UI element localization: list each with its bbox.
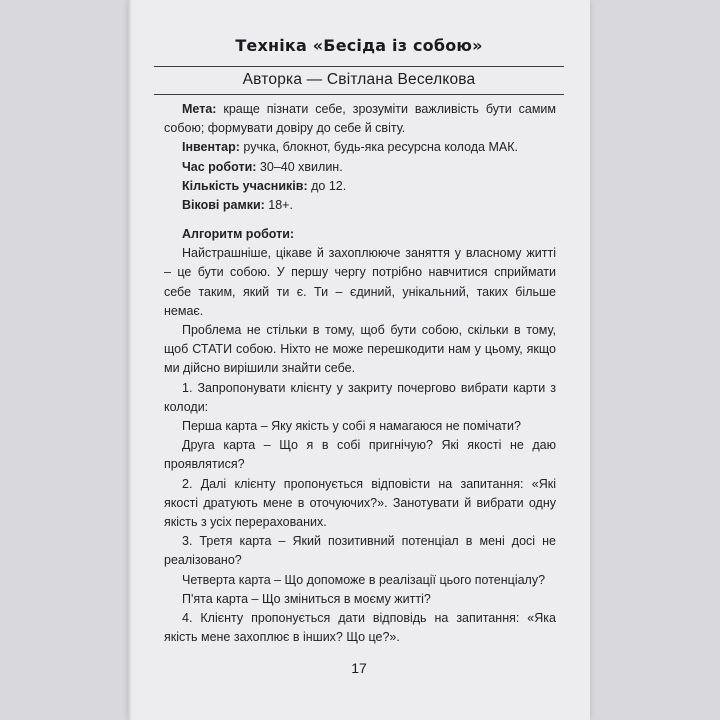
info-label: Мета: <box>182 102 217 116</box>
info-value: 18+. <box>264 198 293 213</box>
info-duration <box>164 158 556 177</box>
info-block <box>164 100 556 215</box>
page-binding-edge <box>128 0 132 720</box>
info-value: 30–40 хвилин. <box>256 159 343 174</box>
info-goal <box>164 100 556 138</box>
algorithm-card: Четверта карта – Що допоможе в реалізації цього потенціалу? <box>182 572 546 587</box>
top-divider <box>154 66 564 67</box>
algorithm-step: 1. Запропонувати клієнту у закриту почергово вибрати карти з колоди: <box>164 380 556 414</box>
algorithm-step: 3. Третя карта – Який позитивний потенціал в мені досі не реалізовано? <box>164 534 556 568</box>
page-title: Техніка «Бесіда із собою» <box>235 36 483 55</box>
algorithm-paragraph: Найстрашніше, цікаве й захоплююче заняття у власному житті – це бути собою. У першу чергу потрібно навчитися сприймати себе таким, який ти є. Ти – єдиний, унікальний, таких більше немає. <box>164 246 556 318</box>
algorithm-block <box>164 225 556 647</box>
info-age <box>164 196 556 215</box>
algorithm-paragraph: Проблема не стільки в тому, щоб бути собою, скільки в тому, щоб СТАТИ собою. Ніхто не може перешкодити нам у цьому, якщо ми дійсно вирішили знайти себе. <box>164 323 556 376</box>
algorithm-heading: Алгоритм роботи: <box>182 227 295 241</box>
info-value: краще пізнати себе, зрозуміти важливість бути самим собою; формувати довіру до себе й світу. <box>164 102 556 136</box>
info-participants <box>164 177 556 196</box>
book-page <box>128 0 590 720</box>
algorithm-step: 2. Далі клієнту пропонується відповісти на запитання: «Які якості дратують мене в оточуючих?». Занотувати й вибрати одну якість з усіх перерахованих. <box>164 476 556 530</box>
algorithm-card: Друга карта – Що я в собі пригнічую? Які якості не даю проявлятися? <box>164 438 556 472</box>
info-value: до 12. <box>307 178 347 193</box>
page-number: 17 <box>351 660 367 676</box>
info-label: Вікові рамки: <box>182 198 265 213</box>
algorithm-step: 4. Клієнту пропонується дати відповідь на запитання: «Яка якість мене захоплює в інших? Що це?». <box>164 611 556 645</box>
algorithm-card: П'ята карта – Що зміниться в моєму житті? <box>182 591 431 606</box>
info-inventory <box>164 138 556 157</box>
info-label: Інвентар: <box>182 140 240 155</box>
info-label: Кількість учасників: <box>182 178 308 193</box>
bottom-divider <box>154 94 564 95</box>
info-value: ручка, блокнот, будь-яка ресурсна колода МАК. <box>239 140 518 155</box>
info-label: Час роботи: <box>182 159 257 174</box>
author-line: Авторка — Світлана Веселкова <box>242 71 476 88</box>
algorithm-card: Перша карта – Яку якість у собі я намагаюся не помічати? <box>182 419 521 434</box>
